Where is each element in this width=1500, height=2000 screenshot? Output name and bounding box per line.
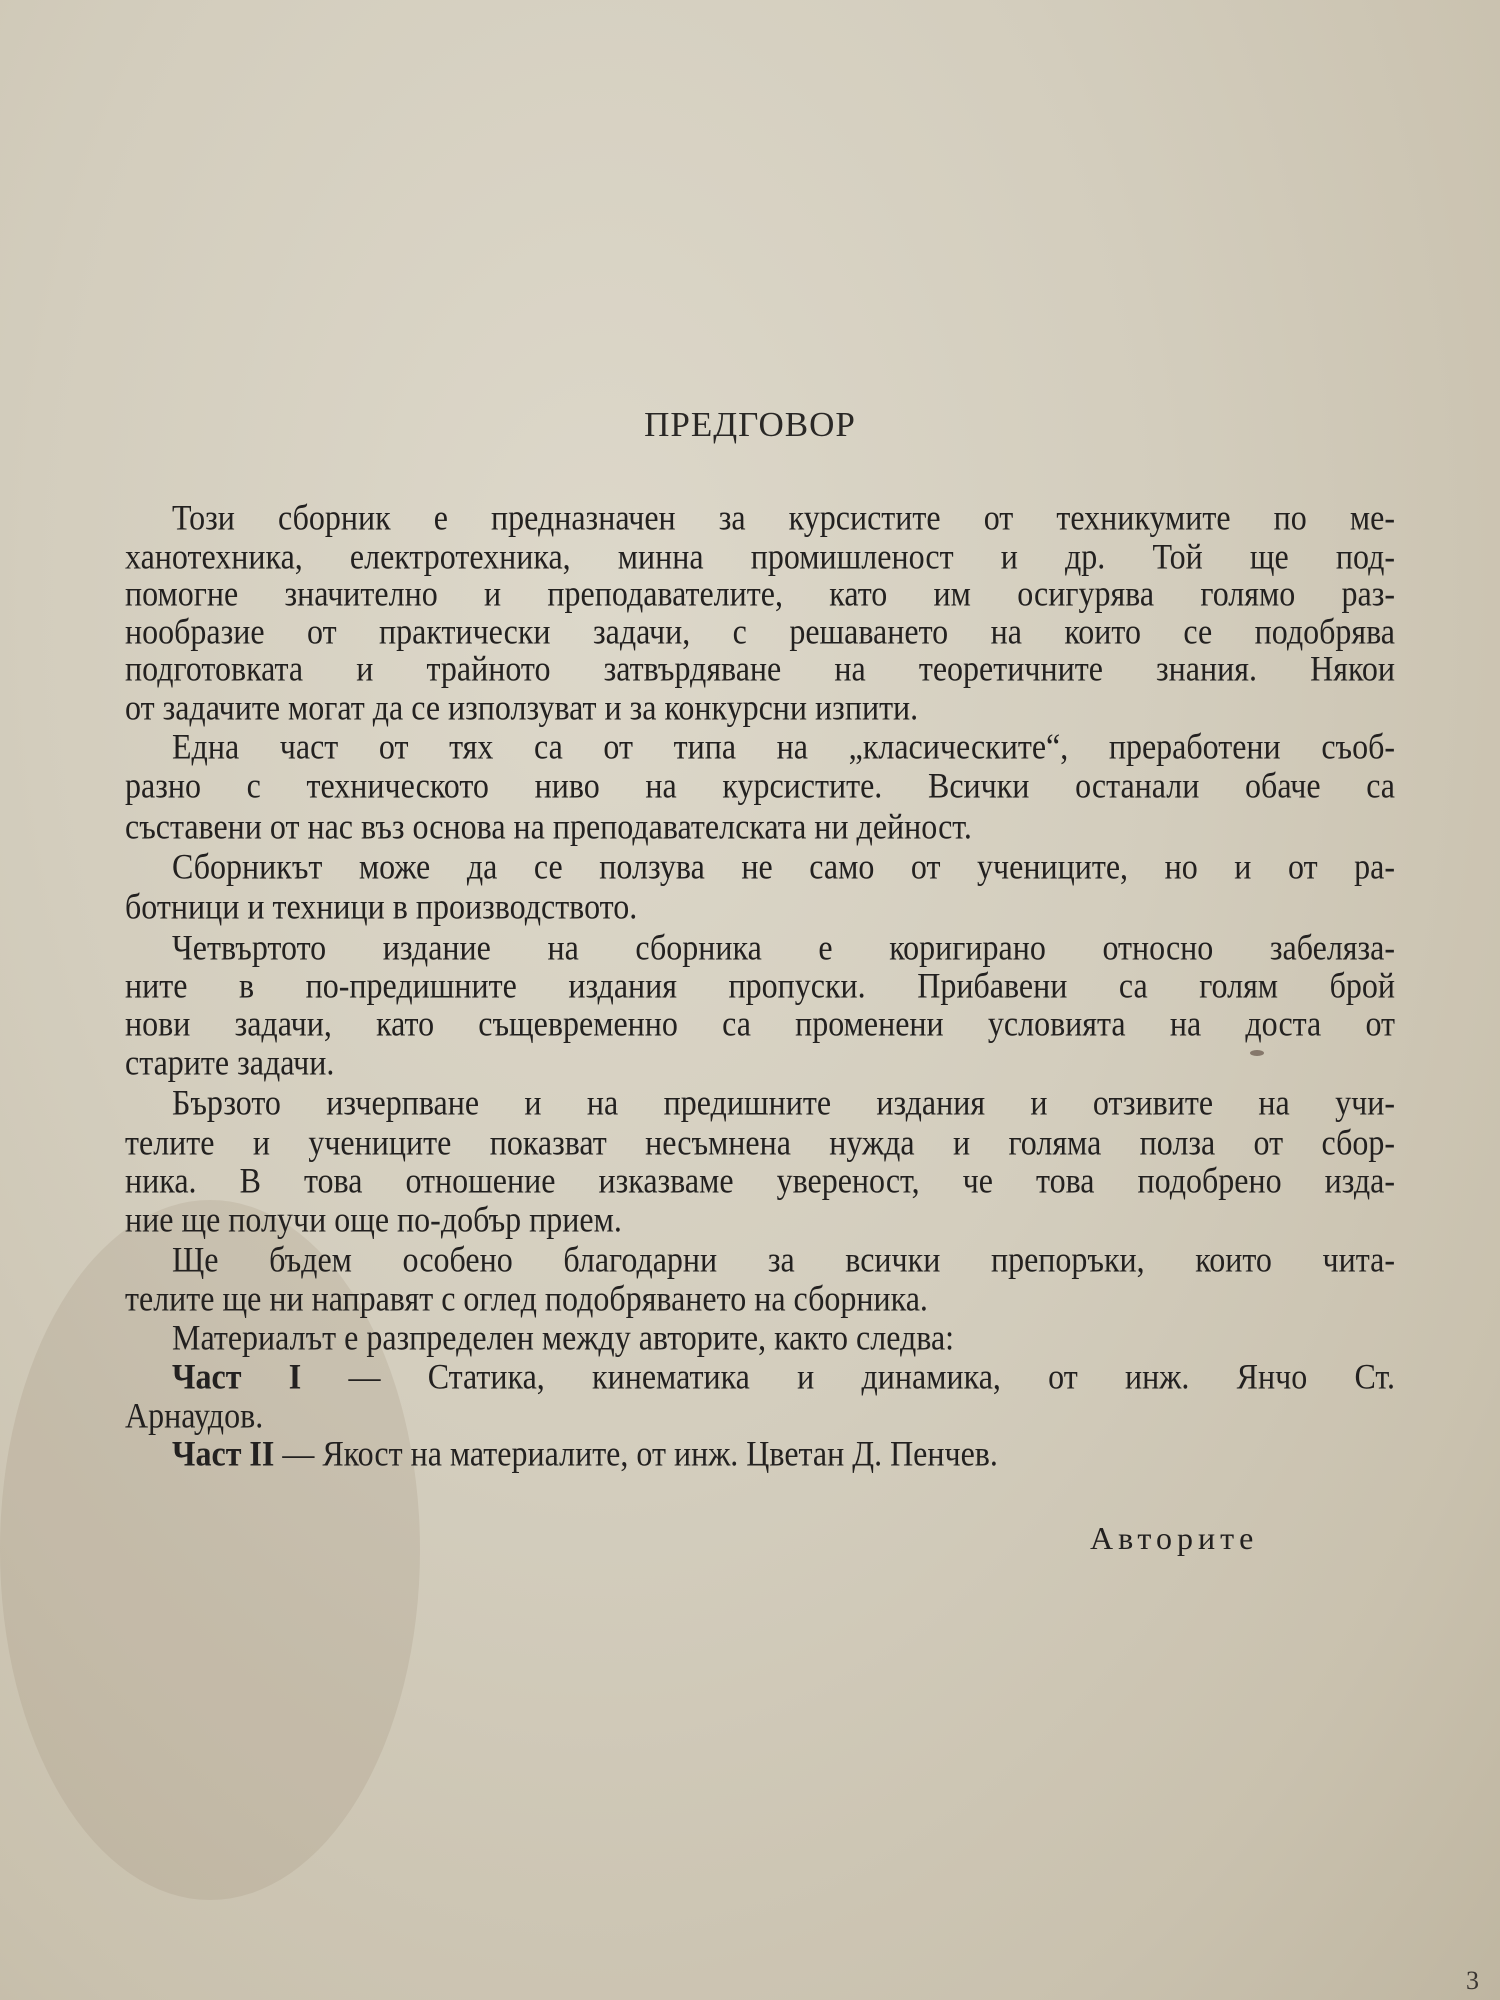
page-number: 3 [1466,1966,1479,1995]
text-line: от задачите могат да се използуват и за конкурсни изпити. [125,687,919,728]
text-line: Арнаудов. [125,1395,264,1436]
text-line: Една част от тях са от типа на „класическите“, преработени съоб- [172,726,1395,767]
part-two-line [172,1432,1395,1475]
text-line: ханотехника, електротехника, минна промишленост и др. Той ще под- [125,536,1395,577]
part-one-line [172,1355,1395,1398]
part-text: — Статика, кинематика и динамика, от инж. Янчо Ст. [301,1356,1396,1397]
text-line: нообразие от практически задачи, с решаването на които се подобрява [125,611,1395,652]
text-line: телите и учениците показват несъмнена нужда и голяма полза от сбор- [125,1122,1395,1163]
text-line: подготовката и трайното затвърдяване на теоретичните знания. Някои [125,648,1395,689]
text-line: помогне значително и преподавателите, като им осигурява голямо раз- [125,573,1395,614]
part-label: Част I [172,1356,302,1397]
text-line: Сборникът може да се ползува не само от учениците, но и от ра- [172,846,1395,887]
text-line: ните в по-предишните издания пропуски. Прибавени са голям брой [125,965,1395,1006]
text-line: Този сборник е предназначен за курсистите от техникумите по ме- [172,497,1395,538]
text-line: Бързото изчерпване и на предишните издания и отзивите на учи- [172,1082,1395,1123]
text-line: Четвъртото издание на сборника е коригирано относно забеляза- [172,927,1395,968]
part-label: Част II [172,1433,275,1474]
text-line: ботници и техници в производството. [125,886,638,927]
text-line: телите ще ни направят с оглед подобряването на сборника. [125,1278,928,1319]
part-text: — Якост на материалите, от инж. Цветан Д. Пенчев. [274,1433,998,1474]
text-line: Ще бъдем особено благодарни за всички препоръки, които чита- [172,1239,1395,1280]
text-line: ние ще получи още по-добър прием. [125,1199,622,1240]
text-line: ника. В това отношение изказваме увереност, че това подобрено изда- [125,1160,1395,1201]
signature: Авторите [1090,1520,1259,1556]
text-line: Материалът е разпределен между авторите, както следва: [172,1317,955,1358]
text-line: съставени от нас въз основа на преподавателската ни дейност. [125,806,972,847]
text-line: нови задачи, като същевременно са променени условията на доста от [125,1003,1395,1044]
page-title: ПРЕДГОВОР [644,405,856,444]
text-line: разно с техническото ниво на курсистите. Всички останали обаче са [125,765,1395,806]
text-line: старите задачи. [125,1042,335,1083]
